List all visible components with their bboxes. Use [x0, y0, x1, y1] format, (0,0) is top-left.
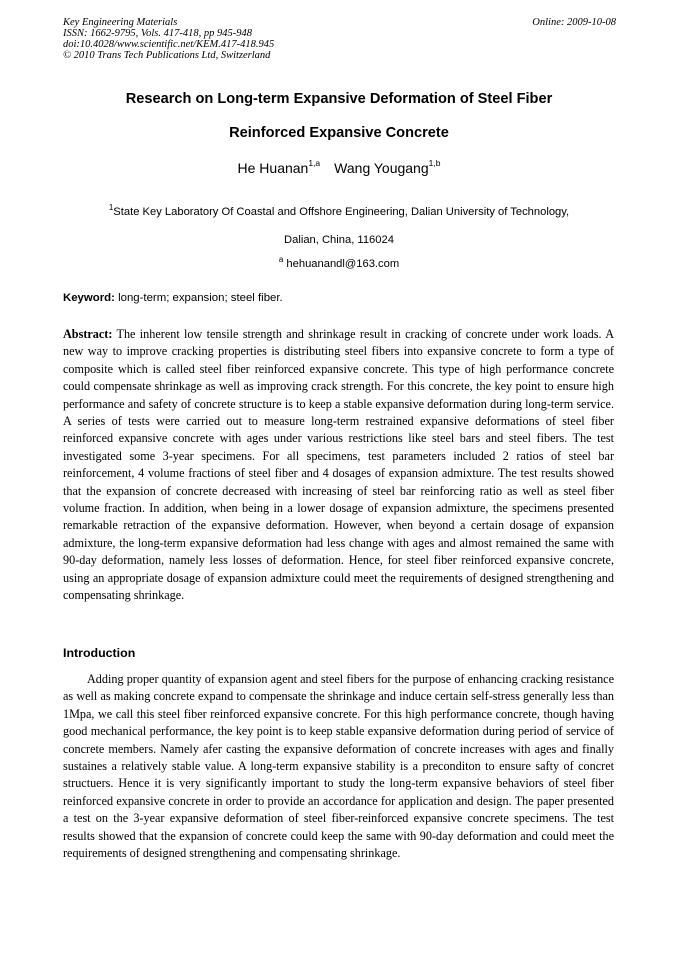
author-list: [0, 160, 678, 176]
keywords-label: Keyword:: [63, 292, 115, 304]
paper-title-line-2: Reinforced Expansive Concrete: [229, 125, 449, 141]
affiliation-line-1: [0, 203, 678, 218]
author-email: hehuanandl@163.com: [286, 258, 400, 270]
affiliation-line-2: Dalian, China, 116024: [284, 234, 394, 246]
doi-line: doi:10.4028/www.scientific.net/KEM.417-418.945: [63, 39, 275, 50]
introduction-text: Adding proper quantity of expansion agent and steel fibers for the purpose of enhancing cracking resistance as well as making concrete expand to compensate the shrinkage and induce certain self-stress generally less than 1Mpa, we call this steel fiber reinforced expansive concrete. For this high performance concrete, though having good mechanical performance, the key point is to keep stable expansive deformation during period of service of concrete members. Namely afer casting the expansive deformation of concrete increases with ages and finally sustaines a relatively stable value. A long-term expansive stability is a preconditon to ensure safty of concret structuers. Hence it is very significantly important to study the long-term expansive behaviors of steel fiber reinforced expansive concrete in order to provide an accordance for application and design. The paper presented a test on the 3-year expansive deformation of steel fiber-reinforced expansive concrete specimens. The test results showed that the expansion of concrete could keep the same with 90-day deformation and could meet the requirements of designed strengthening and compensating shrinkage.: [63, 672, 614, 861]
author-affiliation-mark: 1,a: [308, 158, 321, 168]
issn-line: ISSN: 1662-9795, Vols. 417-418, pp 945-948: [63, 28, 252, 39]
abstract-text: The inherent low tensile strength and shrinkage result in cracking of concrete under work loads. A new way to improve cracking properties is distributing steel fibers into expansive concrete to form a type of composite which is called steel fiber reinforced expansive concrete. This type of high performance concrete could compensate shrinkage as well as improving crack strength. For this concrete, the key point to ensure high performance and safety of concrete structure is to keep a stable expansive deformation during long-term service. A series of tests were carried out to measure long-term restrained expansive deformations of steel fiber reinforced expansive concrete with ages under various restrictions like steel bars and steel fibers. The test investigated some 3-year specimens. For all specimens, test parameters included 2 ratios of steel bar reinforcement, 4 volume fractions of steel fiber and 4 dosages of expansion admixture. The test results showed that the expansion of concrete decreased with increasing of steel bar reinforcing ratio as well as steel fiber volume fraction. In addition, when being in a lower dosage of expansion admixture, the specimens presented remarkable retraction of the expansive deformation. However, when beyond a certain dosage of expansion admixture, the long-term expansive deformation had less change with ages and almost remained the same with 90-day deformation, namely less losses of deformation. Hence, for steel fiber reinforced expansive concrete, using an appropriate dosage of expansion admixture could meet the requirements of designed strengthening and compensating shrinkage.: [63, 327, 614, 603]
author-affiliation-mark: 1,b: [428, 158, 441, 168]
author-name: He Huanan: [237, 160, 309, 176]
introduction-heading: Introduction: [63, 646, 136, 660]
author-name: Wang Yougang: [334, 160, 429, 176]
keywords-text: long-term; expansion; steel fiber.: [118, 292, 283, 304]
online-date: Online: 2009-10-08: [532, 17, 616, 28]
journal-header: [63, 17, 616, 61]
abstract: [63, 326, 614, 605]
affiliation-text: State Key Laboratory Of Coastal and Offshore Engineering, Dalian University of Technology,: [113, 206, 570, 218]
copyright-line: © 2010 Trans Tech Publications Ltd, Switzerland: [63, 50, 271, 61]
abstract-label: Abstract:: [63, 327, 113, 341]
email-line: [0, 255, 678, 270]
journal-name: Key Engineering Materials: [63, 17, 178, 28]
paper-title-line-1: Research on Long-term Expansive Deformation of Steel Fiber: [125, 91, 553, 107]
affiliation-mark: 1: [108, 203, 114, 212]
keywords: [63, 292, 283, 304]
email-mark: a: [278, 255, 284, 264]
